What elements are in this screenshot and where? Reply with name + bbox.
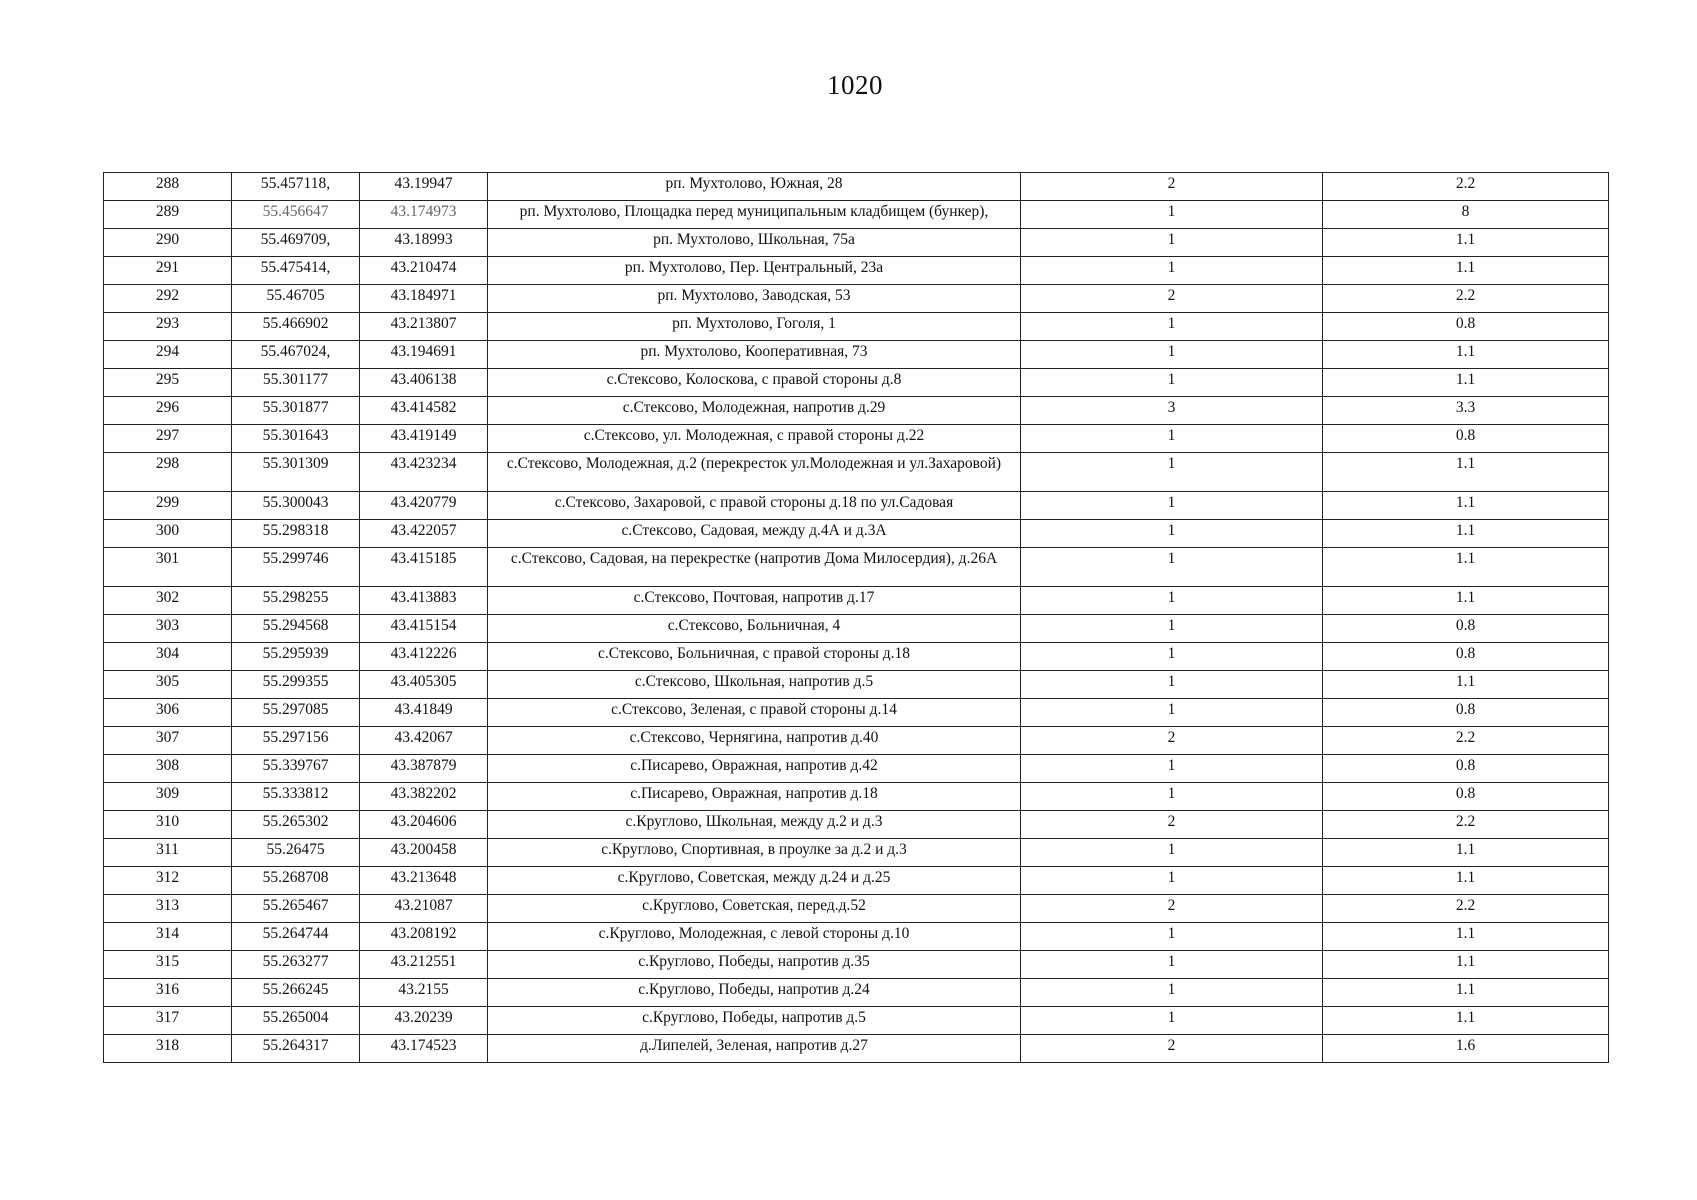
cell-latitude: 55.469709, — [232, 229, 360, 257]
table-row — [104, 839, 1609, 867]
cell-number: 295 — [104, 369, 232, 397]
cell-latitude: 55.456647 — [232, 201, 360, 229]
cell-longitude: 43.200458 — [360, 839, 488, 867]
cell-longitude: 43.412226 — [360, 643, 488, 671]
cell-volume: 0.8 — [1323, 699, 1609, 727]
cell-container-count: 3 — [1021, 397, 1323, 425]
cell-container-count: 2 — [1021, 727, 1323, 755]
cell-volume: 1.1 — [1323, 520, 1609, 548]
cell-longitude: 43.174973 — [360, 201, 488, 229]
cell-address: с.Писарево, Овражная, напротив д.18 — [488, 783, 1021, 811]
cell-longitude: 43.382202 — [360, 783, 488, 811]
cell-volume: 1.1 — [1323, 453, 1609, 492]
cell-longitude: 43.406138 — [360, 369, 488, 397]
cell-address: рп. Мухтолово, Кооперативная, 73 — [488, 341, 1021, 369]
cell-number: 296 — [104, 397, 232, 425]
cell-latitude: 55.467024, — [232, 341, 360, 369]
cell-address: с.Стексово, Больничная, с правой стороны д.18 — [488, 643, 1021, 671]
cell-volume: 1.1 — [1323, 867, 1609, 895]
page-number: 1020 — [827, 70, 883, 100]
table-row — [104, 615, 1609, 643]
cell-container-count: 1 — [1021, 839, 1323, 867]
cell-latitude: 55.457118, — [232, 173, 360, 201]
cell-latitude: 55.339767 — [232, 755, 360, 783]
cell-container-count: 2 — [1021, 1035, 1323, 1063]
cell-longitude: 43.42067 — [360, 727, 488, 755]
cell-volume: 0.8 — [1323, 313, 1609, 341]
cell-volume: 0.8 — [1323, 615, 1609, 643]
cell-address: с.Круглово, Победы, напротив д.24 — [488, 979, 1021, 1007]
table-row — [104, 727, 1609, 755]
cell-container-count: 1 — [1021, 923, 1323, 951]
cell-volume: 1.1 — [1323, 369, 1609, 397]
cell-address: с.Стексово, Садовая, на перекрестке (напротив Дома Милосердия), д.26А — [488, 548, 1021, 587]
table-row — [104, 755, 1609, 783]
cell-address: с.Стексово, Больничная, 4 — [488, 615, 1021, 643]
cell-latitude: 55.298255 — [232, 587, 360, 615]
cell-number: 289 — [104, 201, 232, 229]
cell-container-count: 1 — [1021, 867, 1323, 895]
cell-container-count: 1 — [1021, 257, 1323, 285]
cell-number: 314 — [104, 923, 232, 951]
cell-number: 300 — [104, 520, 232, 548]
cell-address: с.Стексово, Почтовая, напротив д.17 — [488, 587, 1021, 615]
cell-volume: 0.8 — [1323, 643, 1609, 671]
cell-latitude: 55.265467 — [232, 895, 360, 923]
cell-longitude: 43.41849 — [360, 699, 488, 727]
cell-container-count: 1 — [1021, 425, 1323, 453]
cell-number: 297 — [104, 425, 232, 453]
table-row — [104, 979, 1609, 1007]
cell-number: 312 — [104, 867, 232, 895]
cell-longitude: 43.422057 — [360, 520, 488, 548]
cell-address: с.Стексово, ул. Молодежная, с правой стороны д.22 — [488, 425, 1021, 453]
cell-latitude: 55.301177 — [232, 369, 360, 397]
cell-volume: 1.1 — [1323, 923, 1609, 951]
cell-longitude: 43.184971 — [360, 285, 488, 313]
cell-longitude: 43.405305 — [360, 671, 488, 699]
cell-number: 309 — [104, 783, 232, 811]
cell-volume: 1.1 — [1323, 229, 1609, 257]
cell-volume: 1.1 — [1323, 839, 1609, 867]
cell-volume: 1.1 — [1323, 587, 1609, 615]
cell-volume: 1.1 — [1323, 548, 1609, 587]
cell-longitude: 43.213807 — [360, 313, 488, 341]
cell-latitude: 55.263277 — [232, 951, 360, 979]
table-body — [104, 173, 1609, 1063]
cell-longitude: 43.413883 — [360, 587, 488, 615]
cell-number: 290 — [104, 229, 232, 257]
cell-container-count: 1 — [1021, 341, 1323, 369]
cell-volume: 1.1 — [1323, 492, 1609, 520]
cell-number: 304 — [104, 643, 232, 671]
cell-longitude: 43.174523 — [360, 1035, 488, 1063]
cell-longitude: 43.20239 — [360, 1007, 488, 1035]
cell-latitude: 55.301643 — [232, 425, 360, 453]
cell-latitude: 55.264317 — [232, 1035, 360, 1063]
cell-volume: 2.2 — [1323, 173, 1609, 201]
cell-latitude: 55.299746 — [232, 548, 360, 587]
cell-number: 317 — [104, 1007, 232, 1035]
cell-container-count: 1 — [1021, 979, 1323, 1007]
cell-number: 302 — [104, 587, 232, 615]
cell-number: 318 — [104, 1035, 232, 1063]
cell-address: с.Стексово, Молодежная, д.2 (перекресток ул.Молодежная и ул.Захаровой) — [488, 453, 1021, 492]
cell-container-count: 2 — [1021, 173, 1323, 201]
cell-container-count: 1 — [1021, 699, 1323, 727]
table-row — [104, 453, 1609, 492]
cell-number: 315 — [104, 951, 232, 979]
cell-volume: 0.8 — [1323, 783, 1609, 811]
cell-address: с.Круглово, Школьная, между д.2 и д.3 — [488, 811, 1021, 839]
cell-number: 307 — [104, 727, 232, 755]
cell-container-count: 1 — [1021, 548, 1323, 587]
table-row — [104, 313, 1609, 341]
cell-longitude: 43.423234 — [360, 453, 488, 492]
table-row — [104, 341, 1609, 369]
cell-number: 316 — [104, 979, 232, 1007]
table-row — [104, 811, 1609, 839]
table-row — [104, 201, 1609, 229]
cell-number: 313 — [104, 895, 232, 923]
cell-longitude: 43.18993 — [360, 229, 488, 257]
table-row — [104, 369, 1609, 397]
cell-latitude: 55.26475 — [232, 839, 360, 867]
cell-longitude: 43.212551 — [360, 951, 488, 979]
cell-container-count: 2 — [1021, 895, 1323, 923]
cell-volume: 3.3 — [1323, 397, 1609, 425]
cell-longitude: 43.21087 — [360, 895, 488, 923]
cell-volume: 1.1 — [1323, 341, 1609, 369]
cell-container-count: 1 — [1021, 492, 1323, 520]
cell-volume: 0.8 — [1323, 755, 1609, 783]
cell-latitude: 55.475414, — [232, 257, 360, 285]
cell-latitude: 55.294568 — [232, 615, 360, 643]
cell-latitude: 55.295939 — [232, 643, 360, 671]
cell-number: 306 — [104, 699, 232, 727]
cell-number: 294 — [104, 341, 232, 369]
cell-volume: 2.2 — [1323, 895, 1609, 923]
cell-container-count: 2 — [1021, 285, 1323, 313]
cell-address: с.Писарево, Овражная, напротив д.42 — [488, 755, 1021, 783]
cell-address: рп. Мухтолово, Гоголя, 1 — [488, 313, 1021, 341]
table-row — [104, 951, 1609, 979]
table-row — [104, 1035, 1609, 1063]
cell-container-count: 1 — [1021, 671, 1323, 699]
cell-volume: 1.1 — [1323, 671, 1609, 699]
cell-volume: 1.1 — [1323, 951, 1609, 979]
cell-latitude: 55.333812 — [232, 783, 360, 811]
cell-container-count: 1 — [1021, 643, 1323, 671]
table-row — [104, 492, 1609, 520]
cell-number: 308 — [104, 755, 232, 783]
cell-container-count: 1 — [1021, 587, 1323, 615]
cell-container-count: 1 — [1021, 951, 1323, 979]
cell-longitude: 43.210474 — [360, 257, 488, 285]
cell-latitude: 55.265004 — [232, 1007, 360, 1035]
cell-address: с.Стексово, Молодежная, напротив д.29 — [488, 397, 1021, 425]
cell-latitude: 55.268708 — [232, 867, 360, 895]
table-row — [104, 1007, 1609, 1035]
cell-address: с.Круглово, Победы, напротив д.5 — [488, 1007, 1021, 1035]
cell-address: с.Стексово, Школьная, напротив д.5 — [488, 671, 1021, 699]
cell-longitude: 43.387879 — [360, 755, 488, 783]
sites-table — [103, 172, 1609, 1063]
cell-longitude: 43.19947 — [360, 173, 488, 201]
cell-container-count: 1 — [1021, 520, 1323, 548]
table-row — [104, 397, 1609, 425]
table-row — [104, 257, 1609, 285]
cell-address: рп. Мухтолово, Школьная, 75а — [488, 229, 1021, 257]
cell-latitude: 55.46705 — [232, 285, 360, 313]
cell-container-count: 1 — [1021, 229, 1323, 257]
cell-number: 305 — [104, 671, 232, 699]
cell-number: 288 — [104, 173, 232, 201]
cell-address: с.Стексово, Садовая, между д.4А и д.3А — [488, 520, 1021, 548]
cell-address: рп. Мухтолово, Заводская, 53 — [488, 285, 1021, 313]
table-row — [104, 173, 1609, 201]
table-row — [104, 548, 1609, 587]
cell-number: 311 — [104, 839, 232, 867]
cell-container-count: 1 — [1021, 313, 1323, 341]
cell-container-count: 2 — [1021, 811, 1323, 839]
cell-number: 292 — [104, 285, 232, 313]
cell-latitude: 55.301877 — [232, 397, 360, 425]
cell-volume: 8 — [1323, 201, 1609, 229]
cell-longitude: 43.208192 — [360, 923, 488, 951]
cell-number: 298 — [104, 453, 232, 492]
table-row — [104, 923, 1609, 951]
cell-container-count: 1 — [1021, 453, 1323, 492]
cell-container-count: 1 — [1021, 369, 1323, 397]
table-row — [104, 587, 1609, 615]
cell-container-count: 1 — [1021, 783, 1323, 811]
cell-address: рп. Мухтолово, Площадка перед муниципальным кладбищем (бункер), — [488, 201, 1021, 229]
table-row — [104, 643, 1609, 671]
cell-volume: 1.1 — [1323, 1007, 1609, 1035]
cell-latitude: 55.264744 — [232, 923, 360, 951]
table-row — [104, 699, 1609, 727]
cell-longitude: 43.194691 — [360, 341, 488, 369]
cell-volume: 1.1 — [1323, 257, 1609, 285]
cell-longitude: 43.414582 — [360, 397, 488, 425]
cell-latitude: 55.297156 — [232, 727, 360, 755]
cell-container-count: 1 — [1021, 201, 1323, 229]
cell-volume: 2.2 — [1323, 285, 1609, 313]
table-row — [104, 783, 1609, 811]
cell-longitude: 43.420779 — [360, 492, 488, 520]
cell-container-count: 1 — [1021, 1007, 1323, 1035]
cell-number: 303 — [104, 615, 232, 643]
cell-latitude: 55.298318 — [232, 520, 360, 548]
cell-address: рп. Мухтолово, Южная, 28 — [488, 173, 1021, 201]
cell-volume: 2.2 — [1323, 727, 1609, 755]
cell-latitude: 55.301309 — [232, 453, 360, 492]
cell-number: 301 — [104, 548, 232, 587]
cell-address: с.Стексово, Колоскова, с правой стороны д.8 — [488, 369, 1021, 397]
table-row — [104, 895, 1609, 923]
cell-address: с.Круглово, Победы, напротив д.35 — [488, 951, 1021, 979]
table-row — [104, 867, 1609, 895]
cell-volume: 1.6 — [1323, 1035, 1609, 1063]
cell-longitude: 43.213648 — [360, 867, 488, 895]
cell-address: рп. Мухтолово, Пер. Центральный, 23а — [488, 257, 1021, 285]
cell-address: с.Стексово, Чернягина, напротив д.40 — [488, 727, 1021, 755]
cell-address: с.Круглово, Советская, между д.24 и д.25 — [488, 867, 1021, 895]
table-row — [104, 425, 1609, 453]
cell-latitude: 55.266245 — [232, 979, 360, 1007]
cell-longitude: 43.415154 — [360, 615, 488, 643]
cell-number: 291 — [104, 257, 232, 285]
cell-address: с.Круглово, Молодежная, с левой стороны д.10 — [488, 923, 1021, 951]
cell-latitude: 55.299355 — [232, 671, 360, 699]
cell-volume: 0.8 — [1323, 425, 1609, 453]
cell-address: с.Круглово, Спортивная, в проулке за д.2 и д.3 — [488, 839, 1021, 867]
cell-latitude: 55.265302 — [232, 811, 360, 839]
cell-number: 293 — [104, 313, 232, 341]
cell-address: с.Круглово, Советская, перед.д.52 — [488, 895, 1021, 923]
cell-address: с.Стексово, Захаровой, с правой стороны д.18 по ул.Садовая — [488, 492, 1021, 520]
cell-volume: 2.2 — [1323, 811, 1609, 839]
cell-latitude: 55.466902 — [232, 313, 360, 341]
cell-container-count: 1 — [1021, 755, 1323, 783]
cell-longitude: 43.2155 — [360, 979, 488, 1007]
cell-longitude: 43.419149 — [360, 425, 488, 453]
cell-address: с.Стексово, Зеленая, с правой стороны д.14 — [488, 699, 1021, 727]
cell-volume: 1.1 — [1323, 979, 1609, 1007]
cell-container-count: 1 — [1021, 615, 1323, 643]
cell-number: 299 — [104, 492, 232, 520]
table-row — [104, 229, 1609, 257]
cell-address: д.Липелей, Зеленая, напротив д.27 — [488, 1035, 1021, 1063]
cell-latitude: 55.300043 — [232, 492, 360, 520]
cell-number: 310 — [104, 811, 232, 839]
table-row — [104, 285, 1609, 313]
cell-longitude: 43.415185 — [360, 548, 488, 587]
cell-longitude: 43.204606 — [360, 811, 488, 839]
table-row — [104, 520, 1609, 548]
cell-latitude: 55.297085 — [232, 699, 360, 727]
table-row — [104, 671, 1609, 699]
